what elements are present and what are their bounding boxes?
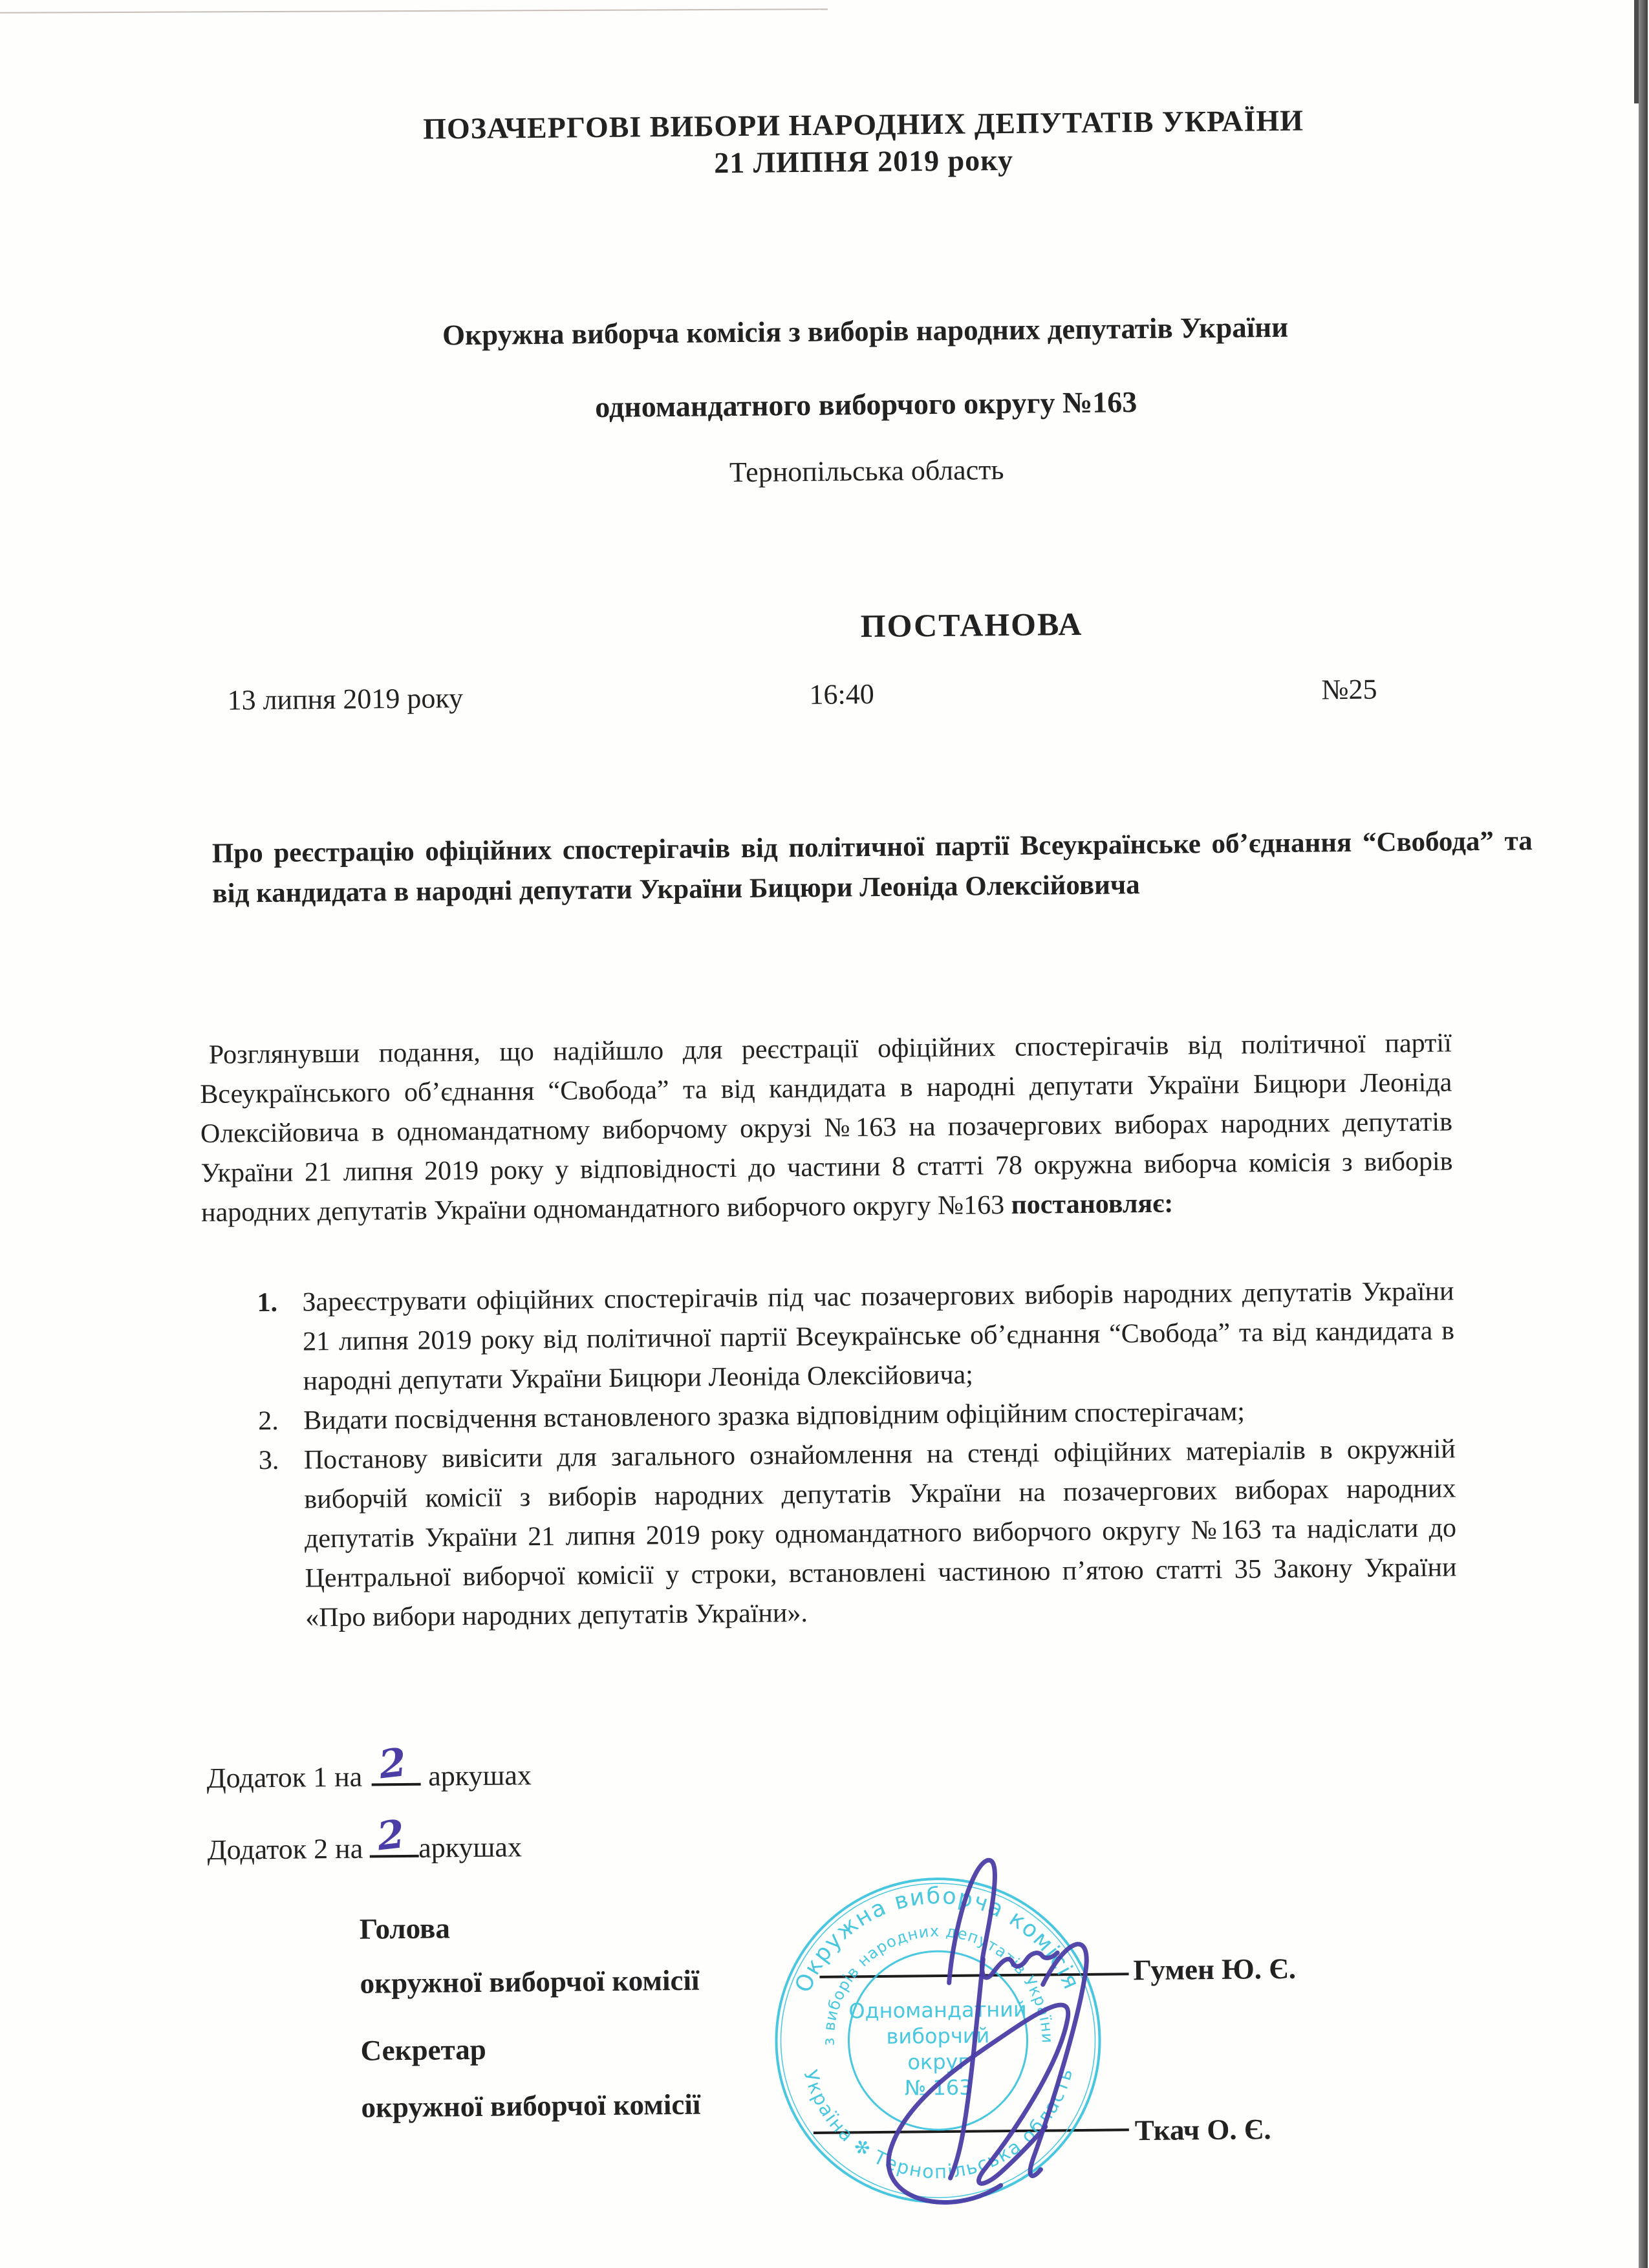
stamp-ring-text-top: Окружна виборча комісія xyxy=(790,1883,1085,1996)
signature-2-loop-ink xyxy=(1028,1944,1089,2176)
attachment-1-line xyxy=(206,1740,532,1795)
scan-artifact-right-edge xyxy=(1639,0,1648,2268)
list-item-number: 1. xyxy=(257,1287,278,1318)
signatory-1-name: Гумен Ю. Є. xyxy=(1133,1952,1297,1987)
commission-district: одномандатного виборчого округу №163 xyxy=(594,385,1137,424)
intro-paragraph xyxy=(200,1023,1454,1233)
stamp-ring-text-top-2: з виборів народних депутатів України xyxy=(819,1921,1057,2046)
intro-resolves-word: постановляє: xyxy=(1011,1188,1174,1220)
attachment-1-handwritten-count: 2 xyxy=(376,1740,409,1788)
stamp-center-line-4: № 163 xyxy=(904,2075,973,2101)
list-item-number: 3. xyxy=(258,1445,279,1476)
stamp-center-line-1: Одномандатний xyxy=(848,1996,1027,2024)
stamp-center-line-3: округ xyxy=(907,2049,969,2075)
document-subject: Про реєстрацію офіційних спостерігачів від політичної партії Всеукраїнське об’єднання “Свобода” та від кандидата в народні депутати України Бицюри Леоніда Олексійовича xyxy=(211,826,1533,909)
signatory-2-role-line-2: окружної виборчої комісії xyxy=(361,2088,701,2124)
list-item-text: Видати посвідчення встановленого зразка відповідним офіційним спостерігачам; xyxy=(303,1396,1245,1436)
document-number: №25 xyxy=(1321,673,1377,706)
attachment-1-blank xyxy=(371,1740,420,1788)
list-item-text: Постанову вивісити для загального ознайомлення на стенді офіційних матеріалів в окружній виборчій комісії з виборів народних депутатів України на позачергових виборах народних депутатів України 21 липня 2019 року одномандатного виборчого округу №163 та надіслати до Центральної виборчої комісії у строки, встановлені частиною п’ятою статті 35 Закону України «Про вибори народних депутатів України». xyxy=(303,1434,1457,1633)
attachment-2-handwritten-count: 2 xyxy=(374,1812,407,1860)
list-item-text: Зареєструвати офіційних спостерігачів під час позачергових виборів народних депутатів України 21 липня 2019 року від політичної партії Всеукраїнське об’єднання “Свобода” та від кандидата в народні депутати України Бицюри Леоніда Олексійовича; xyxy=(302,1276,1455,1396)
list-item-number: 2. xyxy=(258,1406,279,1437)
attachment-2-prefix: Додаток 2 на xyxy=(207,1832,363,1866)
signatory-2-role-line-1: Секретар xyxy=(360,2033,486,2067)
commission-name: Окружна виборча комісія з виборів народних депутатів України xyxy=(442,310,1289,352)
attachment-1-prefix: Додаток 1 на xyxy=(206,1760,363,1794)
signatory-1-role-line-2: окружної виборчої комісії xyxy=(360,1963,700,2000)
attachment-2-suffix: аркушах xyxy=(418,1831,523,1864)
commission-region: Тернопільська область xyxy=(729,454,1004,489)
signature-1-ink xyxy=(948,1859,1058,1983)
list-item xyxy=(204,1429,1458,1639)
stamp-center-line-2: виборчий xyxy=(886,2023,990,2049)
intro-text: Розглянувши подання, що надійшло для реєстрації офіційних спостерігачів від політичної партії Всеукраїнського об’єднання “Свобода” та від кандидата в народні депутати України Бицюри Леоніда Олексійовича в одномандатному виборчому окрузі №163 на позачергових виборах народних депутатів України 21 липня 2019 року у відповідності до частини 8 статті 78 окружна виборча комісія з виборів народних депутатів України одномандатного виборчого округу №163 xyxy=(200,1028,1453,1228)
header-line-2: 21 ЛИПНЯ 2019 року xyxy=(713,143,1014,180)
handwritten-signatures xyxy=(718,1820,1213,2251)
list-item xyxy=(202,1272,1455,1402)
header-line-1: ПОЗАЧЕРГОВІ ВИБОРИ НАРОДНИХ ДЕПУТАТІВ УКРАЇНИ xyxy=(422,103,1304,145)
attachment-2-line xyxy=(207,1812,523,1867)
document-time: 16:40 xyxy=(809,678,874,711)
signatory-2-name: Ткач О. Є. xyxy=(1134,2113,1271,2147)
attachment-1-suffix: аркушах xyxy=(427,1759,532,1792)
signature-2-ink xyxy=(887,2005,1070,2203)
document-type-title: ПОСТАНОВА xyxy=(860,605,1083,645)
stamp-ring-text-bottom: Україна ✻ Тернопільська область xyxy=(799,2065,1077,2183)
attachment-2-blank xyxy=(369,1812,418,1860)
document-date: 13 липня 2019 року xyxy=(227,682,464,716)
signatory-1-role-line-1: Голова xyxy=(359,1912,451,1945)
resolution-list xyxy=(202,1272,1457,1639)
